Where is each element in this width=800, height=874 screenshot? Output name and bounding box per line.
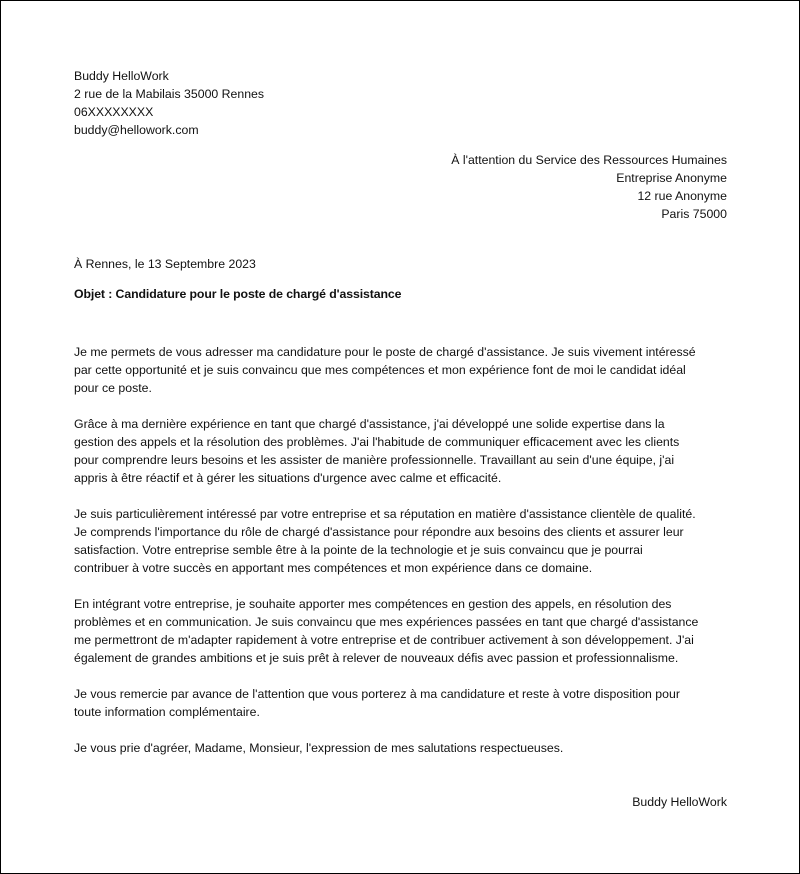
paragraph-line: Je suis particulièrement intéressé par votre entreprise et sa réputation en matière d'assistance clientèle de qualité. [74, 507, 696, 521]
paragraph-line: appris à être réactif et à gérer les situations d'urgence avec calme et efficacité. [74, 471, 502, 485]
paragraph-thanks [74, 685, 734, 721]
paragraph-contribution [74, 595, 734, 667]
date-line: À Rennes, le 13 Septembre 2023 [74, 257, 256, 271]
paragraph-closing [74, 739, 734, 757]
sender-address: 2 rue de la Mabilais 35000 Rennes [74, 87, 265, 101]
letter-body [74, 343, 734, 775]
paragraph-motivation [74, 505, 734, 577]
paragraph-line: gestion des appels et la résolution des problèmes. J'ai l'habitude de communiquer efficacement avec les clients [74, 435, 680, 449]
paragraph-line: Je vous prie d'agréer, Madame, Monsieur, l'expression de mes salutations respectueuses. [74, 741, 564, 755]
recipient-street: 12 rue Anonyme [637, 189, 727, 203]
paragraph-line: toute information complémentaire. [74, 705, 260, 719]
sender-block [74, 67, 264, 139]
paragraph-experience [74, 415, 734, 487]
signature: Buddy HelloWork [632, 795, 727, 809]
recipient-attention: À l'attention du Service des Ressources Humaines [451, 153, 727, 167]
recipient-company: Entreprise Anonyme [616, 171, 727, 185]
paragraph-line: par cette opportunité et je suis convaincu que mes compétences et mon expérience font de moi le candidat idéal [74, 363, 686, 377]
paragraph-line: Je me permets de vous adresser ma candidature pour le poste de chargé d'assistance. Je suis vivement intéressé [74, 345, 696, 359]
paragraph-line: Je comprends l'importance du rôle de chargé d'assistance pour répondre aux besoins des clients et assurer leur [74, 525, 684, 539]
paragraph-line: également de grandes ambitions et je suis prêt à relever de nouveaux défis avec passion et professionnalisme. [74, 651, 679, 665]
subject-line: Objet : Candidature pour le poste de chargé d'assistance [74, 287, 402, 301]
sender-email: buddy@hellowork.com [74, 123, 199, 137]
paragraph-line: En intégrant votre entreprise, je souhaite apporter mes compétences en gestion des appels, en résolution des [74, 597, 672, 611]
paragraph-line: me permettront de m'adapter rapidement à votre entreprise et de contribuer activement à son développement. J'ai [74, 633, 694, 647]
paragraph-line: pour ce poste. [74, 381, 152, 395]
recipient-city: Paris 75000 [661, 207, 727, 221]
paragraph-line: contribuer à votre succès en apportant mes compétences et mon expérience dans ce domaine. [74, 561, 593, 575]
sender-phone: 06XXXXXXXX [74, 105, 154, 119]
paragraph-line: Je vous remercie par avance de l'attention que vous porterez à ma candidature et reste à votre disposition pour [74, 687, 680, 701]
paragraph-line: Grâce à ma dernière expérience en tant que chargé d'assistance, j'ai développé une solide expertise dans la [74, 417, 665, 431]
recipient-block [451, 151, 727, 223]
paragraph-line: pour comprendre leurs besoins et les assister de manière professionnelle. Travaillant au sein d'une équipe, j'ai [74, 453, 675, 467]
paragraph-intro [74, 343, 734, 397]
paragraph-line: problèmes et en communication. Je suis convaincu que mes expériences passées en tant que chargé d'assistance [74, 615, 699, 629]
sender-name: Buddy HelloWork [74, 69, 169, 83]
paragraph-line: satisfaction. Votre entreprise semble être à la pointe de la technologie et je suis convaincu que je pourrai [74, 543, 643, 557]
